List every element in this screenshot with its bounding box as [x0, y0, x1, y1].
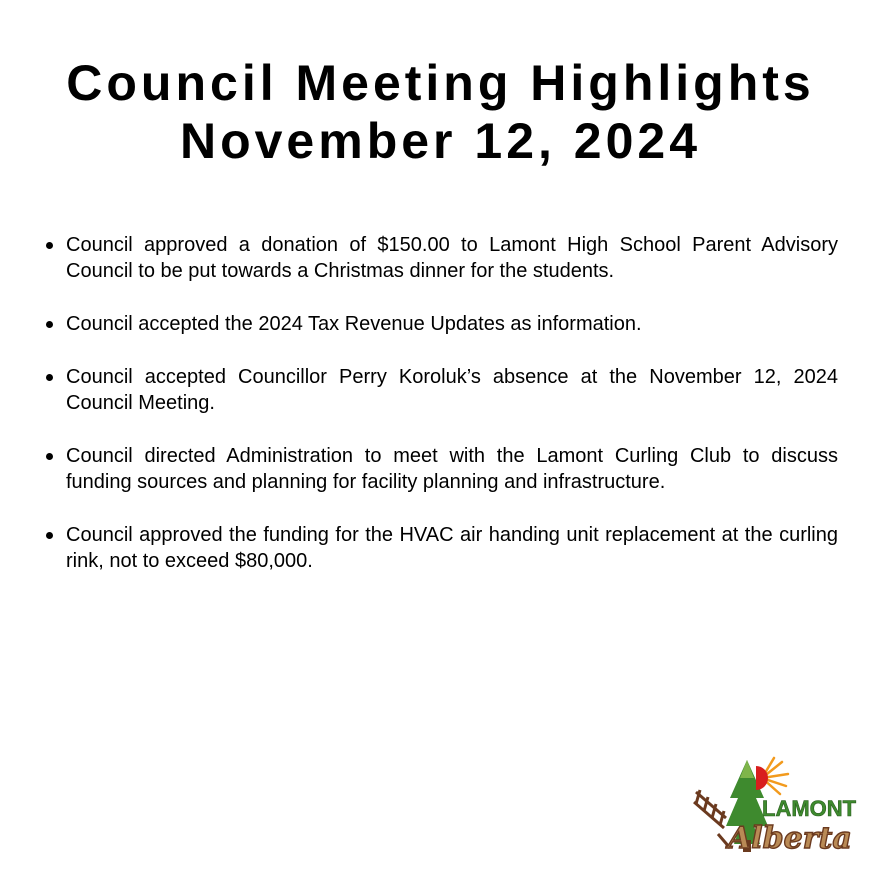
- page-title: [0, 54, 881, 170]
- list-item: [44, 232, 838, 284]
- highlight-text: Council accepted the 2024 Tax Revenue Updates as information.: [66, 313, 642, 335]
- highlights-list: [44, 232, 838, 601]
- sun-icon: [756, 758, 788, 794]
- highlight-text: Council approved a donation of $150.00 to Lamont High School Parent Advisory Council to be put towards a Christmas dinner for the students.: [66, 234, 838, 282]
- list-item: [44, 364, 838, 416]
- highlight-text: Council directed Administration to meet with the Lamont Curling Club to discuss funding sources and planning for facility planning and infrastructure.: [66, 445, 838, 493]
- grain-elevator-icon: [694, 790, 730, 848]
- lamont-alberta-logo: [690, 752, 870, 862]
- highlight-text: Council accepted Councillor Perry Koroluk’s absence at the November 12, 2024 Council Meeting.: [66, 366, 838, 414]
- title-line-2: November 12, 2024: [179, 113, 702, 169]
- logo-lamont-text: LAMONT: [762, 796, 857, 821]
- logo-alberta-text: Alberta: [728, 821, 852, 856]
- bullet-icon: [46, 453, 53, 460]
- bullet-icon: [46, 321, 53, 328]
- list-item: [44, 443, 838, 495]
- list-item: [44, 311, 838, 337]
- title-line-1: Council Meeting Highlights: [66, 55, 815, 111]
- highlight-text: Council approved the funding for the HVAC air handing unit replacement at the curling rink, not to exceed $80,000.: [66, 524, 838, 572]
- bullet-icon: [46, 532, 53, 539]
- bullet-icon: [46, 242, 53, 249]
- list-item: [44, 522, 838, 574]
- bullet-icon: [46, 374, 53, 381]
